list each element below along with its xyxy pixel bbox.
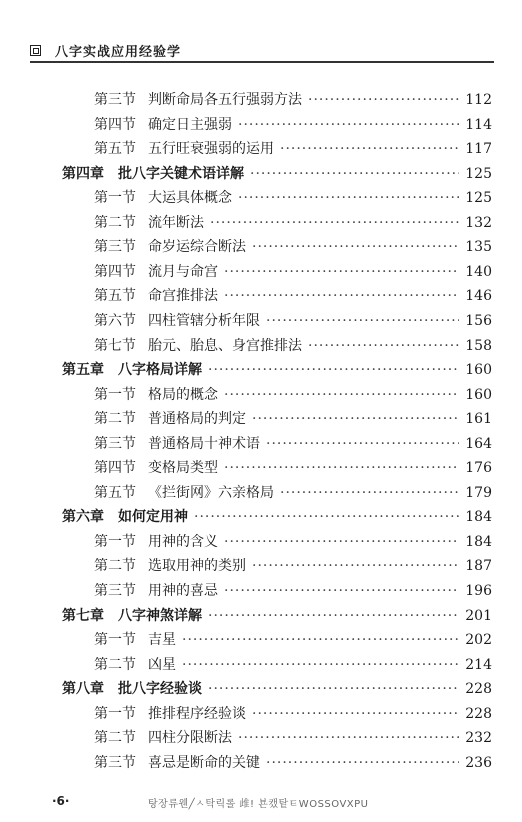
section-number: 第二节 <box>94 411 136 428</box>
toc-chapter-row <box>62 506 492 528</box>
section-number: 第一节 <box>94 705 136 722</box>
dot-leader <box>182 654 459 676</box>
dot-leader <box>238 727 459 749</box>
page-ref: 201 <box>465 607 492 624</box>
section-number: 第一节 <box>94 533 136 550</box>
page-ref: 179 <box>465 484 492 501</box>
section-title: 用神的喜忌 <box>148 583 218 599</box>
scan-watermark: 탕장류웬╱ㅅ탁릭롤 䧳! 뵨캤탙ㅌWOSSOVXPU <box>148 799 369 810</box>
toc-section-row <box>94 138 492 160</box>
section-title: 胎元、胎息、身宫推排法 <box>148 337 302 354</box>
page-ref: 196 <box>465 583 492 599</box>
section-number: 第七节 <box>94 337 136 354</box>
section-number: 第五节 <box>94 484 136 501</box>
section-title: 吉星 <box>148 632 176 649</box>
page-ref: 160 <box>465 362 492 379</box>
page-ref: 117 <box>465 141 492 158</box>
toc-section-row <box>94 482 492 504</box>
dot-leader <box>252 555 459 577</box>
page-ref: 125 <box>465 165 492 182</box>
toc-section-row <box>94 310 492 332</box>
section-title: 流月与命宫 <box>148 263 218 280</box>
section-title: 选取用神的类别 <box>148 558 246 575</box>
page-ref: 160 <box>465 386 492 403</box>
toc-section-row <box>94 261 492 283</box>
section-title: 四柱管辖分析年限 <box>148 312 260 329</box>
page-ref: 184 <box>465 509 492 526</box>
dot-leader <box>194 506 459 528</box>
dot-leader <box>208 359 459 381</box>
dot-leader <box>252 408 459 430</box>
chapter-number: 第四章 <box>62 165 104 182</box>
toc-section-row <box>94 335 492 357</box>
chapter-title: 八字神煞详解 <box>118 607 202 624</box>
section-title: 命岁运综合断法 <box>148 239 246 256</box>
section-number: 第一节 <box>94 190 136 207</box>
section-title: 用神的含义 <box>148 533 218 550</box>
section-title: 变格局类型 <box>148 460 218 477</box>
page-ref: 236 <box>465 754 492 771</box>
chapter-title: 批八字关键术语详解 <box>118 165 244 182</box>
section-title: 推排程序经验谈 <box>148 705 246 722</box>
dot-leader <box>238 187 459 209</box>
toc-chapter-row <box>62 678 492 700</box>
page-ref: 146 <box>465 288 492 305</box>
dot-leader <box>208 678 459 700</box>
chapter-number: 第六章 <box>62 509 104 526</box>
toc-section-row <box>94 187 492 209</box>
section-number: 第二节 <box>94 656 136 673</box>
toc-section-row <box>94 285 492 307</box>
dot-leader <box>252 703 459 725</box>
chapter-title: 如何定用神 <box>118 509 188 526</box>
section-number: 第六节 <box>94 312 136 329</box>
section-number: 第五节 <box>94 141 136 158</box>
toc-section-row <box>94 408 492 430</box>
section-title: 大运具体概念 <box>148 190 232 207</box>
page-ref: 112 <box>465 92 492 108</box>
page-ref: 187 <box>465 558 492 575</box>
toc-section-row <box>94 703 492 725</box>
page-ref: 125 <box>465 190 492 207</box>
toc-chapter-row <box>62 605 492 627</box>
dot-leader <box>266 310 459 332</box>
page-ref: 176 <box>465 460 492 477</box>
chapter-number: 第七章 <box>62 607 104 624</box>
dot-leader <box>182 629 459 651</box>
section-number: 第三节 <box>94 583 136 599</box>
dot-leader <box>224 457 459 479</box>
toc-section-row <box>94 654 492 676</box>
section-title: 格局的概念 <box>148 386 218 403</box>
dot-leader <box>266 752 459 774</box>
dot-leader <box>210 212 459 234</box>
dot-leader <box>238 114 459 136</box>
section-number: 第四节 <box>94 263 136 280</box>
toc-section-row <box>94 114 492 136</box>
toc-section-row <box>94 384 492 406</box>
section-number: 第二节 <box>94 558 136 575</box>
page-ref: 184 <box>465 533 492 550</box>
chapter-title: 批八字经验谈 <box>118 681 202 698</box>
page-ref: 228 <box>465 681 492 698</box>
section-number: 第五节 <box>94 288 136 305</box>
dot-leader <box>224 531 459 553</box>
book-title: 八字实战应用经验学 <box>55 44 182 60</box>
section-title: 普通格局的判定 <box>148 411 246 428</box>
dot-leader <box>208 605 459 627</box>
section-title: 喜忌是断命的关键 <box>148 754 260 771</box>
section-title: 普通格局十神术语 <box>148 435 260 452</box>
page-ref: 158 <box>465 337 492 354</box>
toc-section-row <box>94 580 492 602</box>
chapter-title: 八字格局详解 <box>118 362 202 379</box>
toc-section-row <box>94 531 492 553</box>
section-title: 凶星 <box>148 656 176 673</box>
dot-leader <box>252 236 459 258</box>
section-title: 判断命局各五行强弱方法 <box>148 92 302 108</box>
section-title: 《拦街网》六亲格局 <box>148 484 274 501</box>
toc-section-row <box>94 727 492 749</box>
toc-section-row <box>94 89 492 111</box>
page-number: ·6· <box>52 794 70 808</box>
dot-leader <box>266 433 459 455</box>
page-ref: 228 <box>465 705 492 722</box>
dot-leader <box>250 163 459 185</box>
section-number: 第四节 <box>94 116 136 133</box>
dot-leader <box>308 89 459 111</box>
toc-section-row <box>94 752 492 774</box>
toc-section-row <box>94 212 492 234</box>
page-ref: 114 <box>465 116 492 133</box>
section-number: 第三节 <box>94 754 136 771</box>
toc-chapter-row <box>62 163 492 185</box>
dot-leader <box>224 285 459 307</box>
page-ref: 164 <box>465 435 492 452</box>
section-number: 第二节 <box>94 730 136 747</box>
page-ref: 232 <box>465 730 492 747</box>
page-ref: 156 <box>465 312 492 329</box>
dot-leader <box>224 580 459 602</box>
toc-section-row <box>94 433 492 455</box>
section-number: 第三节 <box>94 92 136 108</box>
page-ref: 202 <box>465 632 492 649</box>
section-number: 第二节 <box>94 214 136 231</box>
page-ref: 140 <box>465 263 492 280</box>
chapter-number: 第八章 <box>62 681 104 698</box>
page-ref: 161 <box>465 411 492 428</box>
section-title: 流年断法 <box>148 214 204 231</box>
toc-section-row <box>94 555 492 577</box>
page-ref: 132 <box>465 214 492 231</box>
section-title: 确定日主强弱 <box>148 116 232 133</box>
toc-section-row <box>94 457 492 479</box>
page-ref: 135 <box>465 239 492 256</box>
section-number: 第三节 <box>94 239 136 256</box>
chapter-number: 第五章 <box>62 362 104 379</box>
dot-leader <box>224 261 459 283</box>
dot-leader <box>280 482 459 504</box>
toc-chapter-row <box>62 359 492 381</box>
section-number: 第一节 <box>94 386 136 403</box>
section-number: 第四节 <box>94 460 136 477</box>
toc-section-row <box>94 236 492 258</box>
section-title: 命宫推排法 <box>148 288 218 305</box>
page-ref: 214 <box>465 656 492 673</box>
section-number: 第三节 <box>94 435 136 452</box>
dot-leader <box>224 384 459 406</box>
section-number: 第一节 <box>94 632 136 649</box>
toc-section-row <box>94 629 492 651</box>
dot-leader <box>280 138 459 160</box>
section-title: 四柱分限断法 <box>148 730 232 747</box>
section-title: 五行旺衰强弱的运用 <box>148 141 274 158</box>
dot-leader <box>308 335 459 357</box>
